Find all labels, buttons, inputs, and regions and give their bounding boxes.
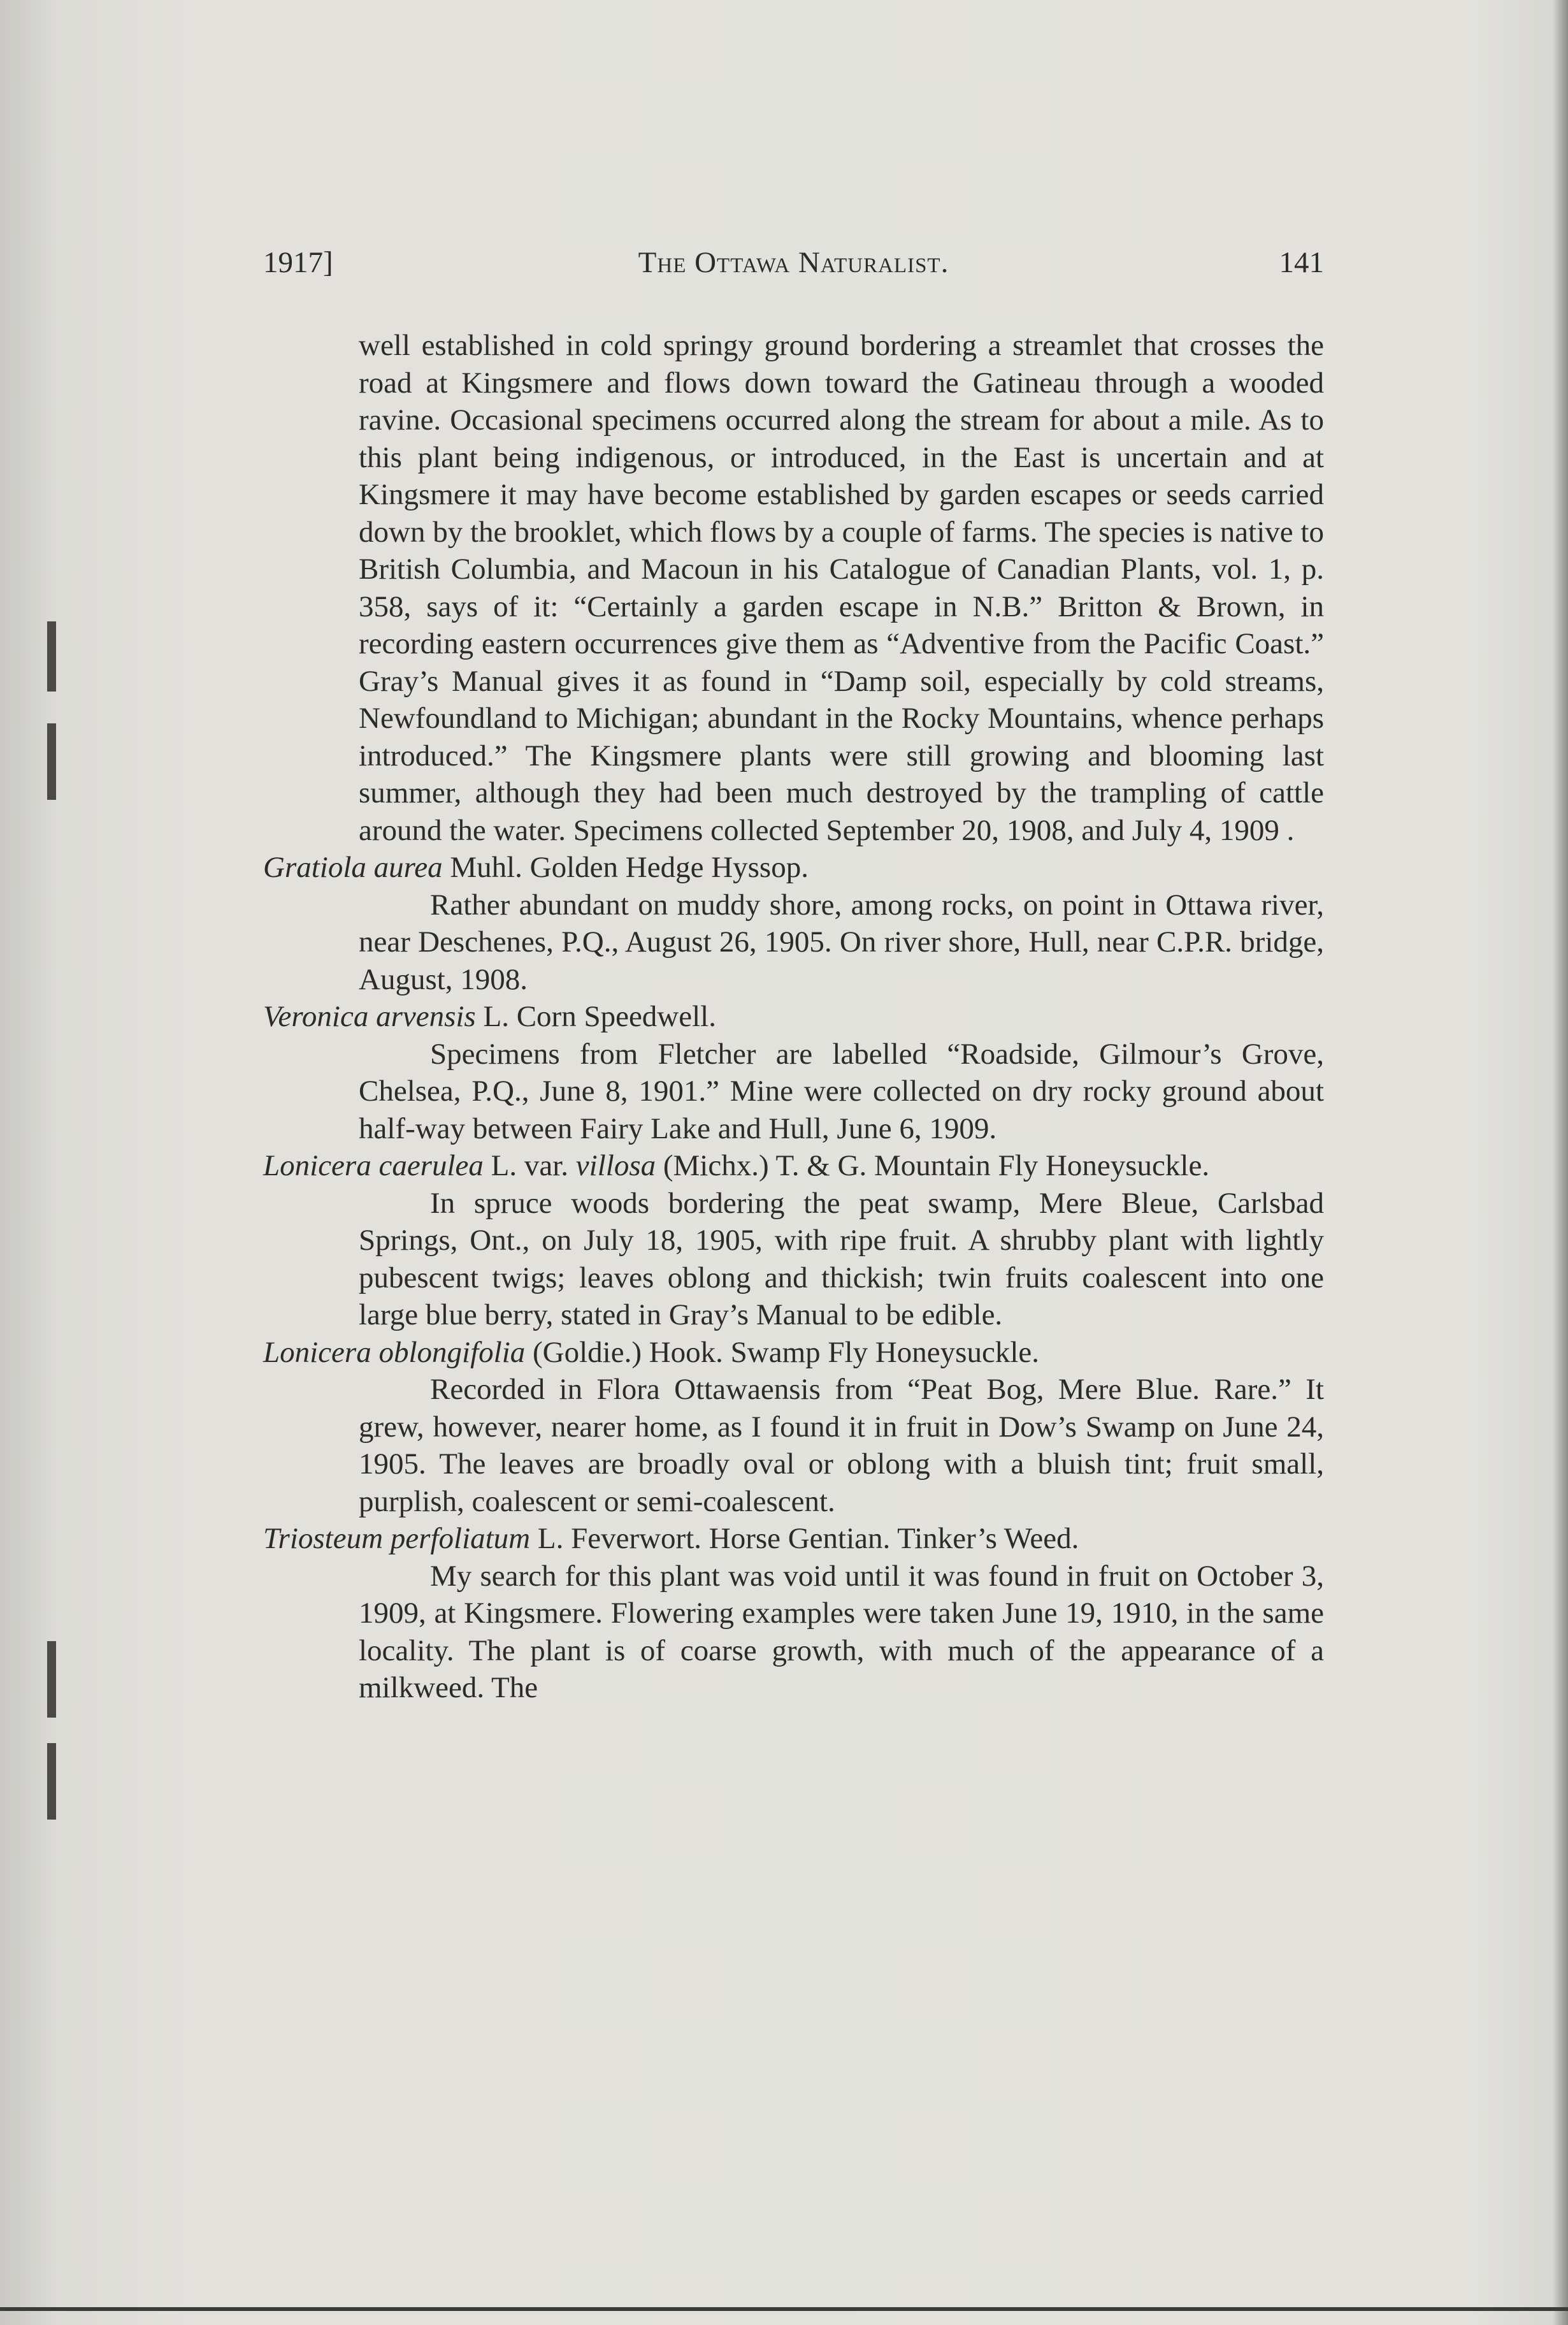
binding-mark bbox=[47, 1743, 56, 1820]
species-description: My search for this plant was void until it was found in fruit on October 3, 1909, at Kingsmere. Flowering examples were taken June 19, 1910, in the same locality. The plant is of coarse growth, with much of the appearance of a milkweed. The bbox=[359, 1559, 1324, 1704]
variety-authority: (Michx.) T. & G. Mountain Fly Honeysuckle. bbox=[656, 1149, 1210, 1182]
header-year: 1917] bbox=[263, 246, 333, 279]
species-name: Gratiola aurea bbox=[263, 851, 443, 884]
species-name: Triosteum perfoliatum bbox=[263, 1522, 531, 1555]
binding-mark bbox=[47, 723, 56, 800]
species-heading bbox=[263, 1334, 1324, 1372]
species-heading bbox=[263, 1520, 1324, 1558]
species-authority: L. Feverwort. Horse Gentian. Tinker’s Weed. bbox=[530, 1522, 1079, 1555]
species-authority: L. var. bbox=[483, 1149, 576, 1182]
species-description: Rather abundant on muddy shore, among rocks, on point in Ottawa river, near Deschenes, P.Q., August 26, 1905. On river shore, Hull, near C.P.R. bridge, August, 1908. bbox=[359, 888, 1324, 996]
species-name: Lonicera oblongifolia bbox=[263, 1335, 526, 1369]
species-heading bbox=[263, 998, 1324, 1036]
species-authority: (Goldie.) Hook. Swamp Fly Honeysuckle. bbox=[525, 1335, 1039, 1369]
species-description: In spruce woods bordering the peat swamp, Mere Bleue, Carlsbad Springs, Ont., on July 18, 1905, with ripe fruit. A shrubby plant with lightly pubescent twigs; leaves oblong and thickish; twin fruits coalescent into one large blue berry, stated in Gray’s Manual to be edible. bbox=[359, 1186, 1324, 1331]
species-name: Veronica arvensis bbox=[263, 1000, 476, 1033]
species-authority: Muhl. Golden Hedge Hyssop. bbox=[442, 851, 809, 884]
page-number: 141 bbox=[1279, 246, 1324, 279]
page-bottom-edge bbox=[0, 2307, 1568, 2311]
binding-mark bbox=[47, 1641, 56, 1718]
continuation-paragraph: well established in cold springy ground bordering a streamlet that crosses the road at Kingsmere and flows down toward the Gatineau through a wooded ravine. Occasional specimens occurred along the stream for about a mile. As to this plant being indigenous, or introduced, in the East is uncertain and at Kingsmere it may have become established by garden escapes or seeds carried down by the brooklet, which flows by a couple of farms. The species is native to British Columbia, and Macoun in his Catalogue of Canadian Plants, vol. 1, p. 358, says of it: “Certainly a garden escape in N.B.” Britton & Brown, in recording eastern occurrences give them as “Adventive from the Pacific Coast.” Gray’s Manual gives it as found in “Damp soil, especially by cold streams, Newfoundland to Michigan; abundant in the Rocky Mountains, whence perhaps introduced.” The Kingsmere plants were still growing and blooming last summer, although they had been much destroyed by the trampling of cattle around the water. Specimens collected September 20, 1908, and July 4, 1909 . bbox=[359, 329, 1324, 847]
species-authority: L. Corn Speedwell. bbox=[475, 1000, 716, 1033]
journal-title: The Ottawa Naturalist. bbox=[638, 246, 949, 279]
species-description: Specimens from Fletcher are labelled “Roadside, Gilmour’s Grove, Chelsea, P.Q., June 8, 1901.” Mine were collected on dry rocky ground about half-way between Fairy Lake and Hull, June 6, 1909. bbox=[359, 1037, 1324, 1145]
page-edge-shadow bbox=[1553, 0, 1568, 2325]
species-heading bbox=[263, 1147, 1324, 1185]
running-header bbox=[263, 245, 1324, 290]
species-description: Recorded in Flora Ottawaensis from “Peat Bog, Mere Blue. Rare.” It grew, however, nearer home, as I found it in fruit in Dow’s Swamp on June 24, 1905. The leaves are broadly oval or oblong with a bluish tint; fruit small, purplish, coalescent or semi-coalescent. bbox=[359, 1373, 1324, 1518]
binding-mark bbox=[47, 621, 56, 692]
species-name: Lonicera caerulea bbox=[263, 1149, 484, 1182]
species-heading bbox=[263, 849, 1324, 887]
variety-name: villosa bbox=[575, 1149, 656, 1182]
page-text bbox=[263, 327, 1324, 1707]
